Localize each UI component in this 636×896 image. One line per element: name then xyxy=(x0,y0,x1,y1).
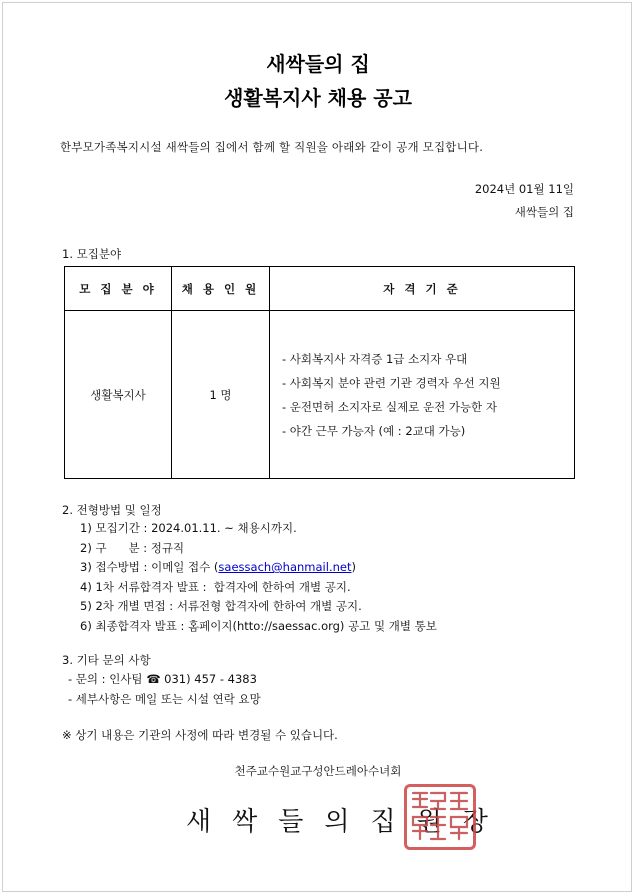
section1-heading: 1. 모집분야 xyxy=(62,247,122,261)
official-seal-stamp xyxy=(404,784,476,850)
issue-date: 2024년 01월 11일 xyxy=(474,182,574,196)
col-header-requirements: 자 격 기 준 xyxy=(270,267,575,311)
schedule-item: 2) 구 분 : 정규직 xyxy=(80,540,185,555)
section3-heading: 3. 기타 문의 사항 xyxy=(62,653,151,667)
contact-list xyxy=(68,669,261,709)
intro-text: 한부모가족복지시설 새싹들의 집에서 함께 할 직원을 아래와 같이 공개 모집합니다. xyxy=(60,140,484,154)
list-item: - 야간 근무 가능자 (예 : 2교대 가능) xyxy=(282,423,466,438)
cell-requirements xyxy=(270,311,575,479)
col-header-field: 모 집 분 야 xyxy=(65,267,172,311)
parent-organization: 천주교수원교구성안드레아수녀회 xyxy=(234,764,402,778)
section2-heading: 2. 전형방법 및 일정 xyxy=(62,503,162,517)
notice-text: ※ 상기 내용은 기관의 사정에 따라 변경될 수 있습니다. xyxy=(62,728,338,742)
col-header-count: 채 용 인 원 xyxy=(172,267,270,311)
email-link[interactable]: saessach@hanmail.net xyxy=(218,560,352,575)
cell-count: 1 명 xyxy=(172,311,270,479)
issuer-name: 새싹들의 집 xyxy=(514,205,574,219)
page-subtitle: 생활복지사 채용 공고 xyxy=(224,86,412,110)
schedule-item: 5) 2차 개별 면접 : 서류전형 합격자에 한하여 개별 공지. xyxy=(80,599,362,614)
schedule-item: 6) 최종합격자 발표 : 홈페이지(htto://saessac.org) 공고 및 개별 통보 xyxy=(80,618,437,633)
contact-item: - 세부사항은 메일 또는 시설 연락 요망 xyxy=(68,692,261,706)
contact-item: - 문의 : 인사팀 ☎ 031) 457 - 4383 xyxy=(68,672,257,686)
page-title: 새싹들의 집 xyxy=(266,52,370,76)
director-signature: 새싹들의집원장 xyxy=(186,807,509,837)
schedule-item: 4) 1차 서류합격자 발표 : 합격자에 한하여 개별 공지. xyxy=(80,579,351,594)
list-item: - 사회복지사 자격증 1급 소지자 우대 xyxy=(282,351,468,366)
schedule-list xyxy=(80,519,437,637)
list-item: - 사회복지 분야 관련 기관 경력자 우선 지원 xyxy=(282,375,501,390)
requirements-list xyxy=(270,347,574,443)
step3-prefix: 3) 접수방법 : 이메일 접수 ( xyxy=(80,560,219,575)
recruit-table xyxy=(64,266,575,479)
table-row xyxy=(65,311,575,479)
table-header-row xyxy=(65,267,575,311)
step3-suffix: ) xyxy=(351,560,356,575)
cell-field: 생활복지사 xyxy=(65,311,172,479)
list-item: - 운전면허 소지자로 실제로 운전 가능한 자 xyxy=(282,399,497,414)
schedule-item xyxy=(80,558,437,578)
schedule-item: 1) 모집기간 : 2024.01.11. ~ 채용시까지. xyxy=(80,521,297,535)
seal-graphic xyxy=(407,787,473,847)
